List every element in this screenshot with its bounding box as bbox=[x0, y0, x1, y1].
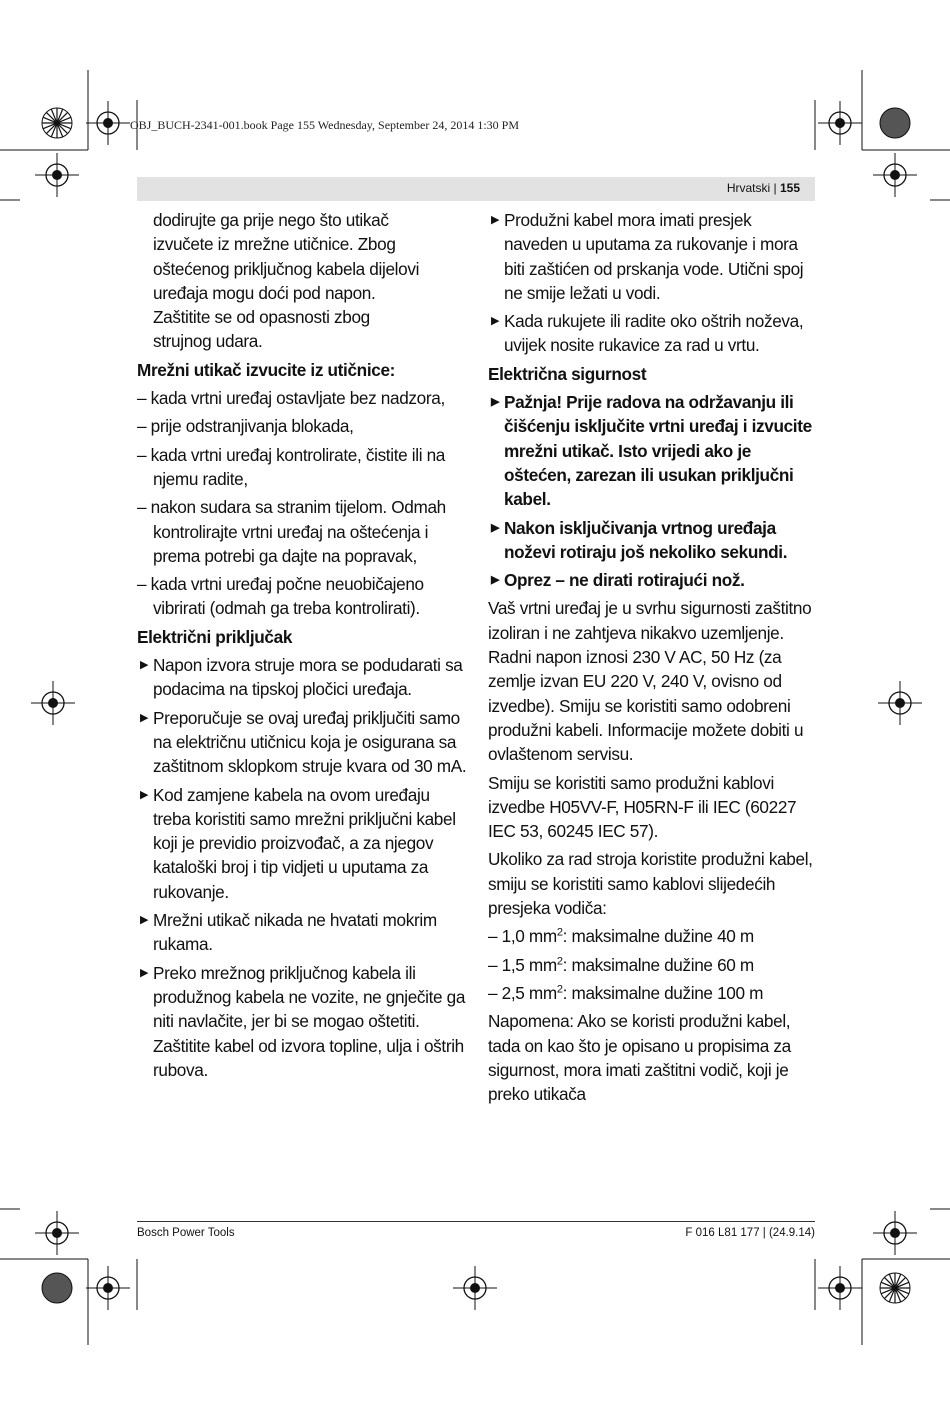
header-separator: | bbox=[770, 181, 780, 195]
insulation-paragraph: Vaš vrtni uređaj je u svrhu sigurnosti zaštitno izoliran i ne zahtjeva nikakvo uzemljenje. Radni napon iznosi 230 V AC, 50 Hz (za zemlje izvan EU 220 V, 240 V, ovisno od izvedbe). Smiju se koristiti samo odobreni produžni kabeli. Informacije možete dobiti u ovlaštenom servisu. bbox=[488, 598, 812, 765]
right-column bbox=[488, 208, 816, 1110]
header-band bbox=[137, 177, 815, 201]
warning-bullet: ▶ Pažnja! Prije radova na održavanju ili čišćenju isključite vrtni uređaj i izvucite mrežni utikač. Isto vrijedi ako je oštećen, zarezan ili usukan priključni kabel. bbox=[491, 392, 812, 510]
bullet-item: ▶ Preporučuje se ovaj uređaj priključiti samo na električnu utičnicu koja je osigurana sa zaštitnom sklopkom struje kvara od 30 mA. bbox=[140, 707, 467, 777]
cable-type-paragraph: Smiju se koristiti samo produžni kablovi izvedbe H05VV-F, H05RN-F ili IEC (60227 IEC 53, 60245 IEC 57). bbox=[488, 772, 797, 842]
dash-item: – kada vrtni uređaj kontrolirate, čistite ili na njemu radite, bbox=[137, 444, 446, 489]
bullet-item: ▶ Mrežni utikač nikada ne hvatati mokrim rukama. bbox=[140, 910, 437, 955]
footer-brand: Bosch Power Tools bbox=[137, 1227, 235, 1239]
size-item: – 2,5 $mm^2$: maksimalne dužine 100 m bbox=[488, 982, 764, 1003]
bullet-arrow-icon: ▶ bbox=[140, 659, 149, 672]
bullet-arrow-icon: ▶ bbox=[491, 214, 500, 226]
cross-section-paragraph: Ukoliko za rad stroja koristite produžni kabel, smiju se koristiti samo kablovi slijedećih presjeka vodiča: bbox=[488, 849, 813, 919]
intro-line: izvučete iz mrežne utičnice. Zbog bbox=[153, 234, 396, 255]
warning-bullet: ▶ Nakon isključivanja vrtnog uređaja noževi rotiraju još nekoliko sekundi. bbox=[491, 517, 788, 562]
bullet-item: ▶ Kod zamjene kabela na ovom uređaju treba koristiti samo mrežni priključni kabel koji je previdio proizvođač, a za njegov kataloški broj i tip vidjeti u uputama za rukovanje. bbox=[140, 784, 456, 902]
size-item: – 1,0 $mm^2$: maksimalne dužine 40 m bbox=[488, 926, 754, 947]
bullet-item: ▶ Preko mrežnog priključnog kabela ili produžnog kabela ne vozite, ne gnječite ga niti navlačite, jer bi se mogao oštetiti. Zaštitite kabel od izvora topline, ulja i oštrih rubova. bbox=[140, 962, 466, 1080]
intro-paragraph bbox=[137, 208, 467, 354]
heading-connection: Električni priključak bbox=[137, 626, 293, 647]
bullet-arrow-icon: ▶ bbox=[491, 521, 500, 534]
bullet-item: ▶ Kada rukujete ili radite oko oštrih noževa, uvijek nosite rukavice za rad u vrtu. bbox=[491, 311, 804, 356]
bullet-item: ▶ Produžni kabel mora imati presjek naveden u uputama za rukovanje i mora biti zaštićen od prskanja vode. Utični spoj ne smije ležati u vodi. bbox=[491, 210, 804, 303]
page-header bbox=[727, 181, 800, 195]
bullet-arrow-icon: ▶ bbox=[140, 966, 149, 979]
bullet-arrow-icon: ▶ bbox=[491, 574, 500, 587]
dash-item: – prije odstranjivanja blokada, bbox=[137, 416, 354, 437]
bullet-arrow-icon: ▶ bbox=[491, 396, 500, 409]
intro-line: oštećenog priključnog kabela dijelovi bbox=[153, 258, 420, 279]
heading-safety: Električna sigurnost bbox=[488, 363, 647, 384]
bullet-arrow-icon: ▶ bbox=[140, 788, 149, 801]
intro-line: Zaštitite se od opasnosti zbog bbox=[153, 307, 370, 328]
file-header: OBJ_BUCH-2341-001.book Page 155 Wednesday, September 24, 2014 1:30 PM bbox=[130, 118, 520, 132]
intro-line: strujnog udara. bbox=[153, 331, 263, 352]
footer-rule bbox=[137, 1221, 815, 1222]
language-label: Hrvatski bbox=[726, 181, 771, 195]
left-column bbox=[137, 208, 467, 1086]
dash-item: – kada vrtni uređaj ostavljate bez nadzora, bbox=[137, 388, 445, 409]
intro-line: dodirujte ga prije nego što utikač bbox=[153, 210, 389, 230]
warning-bullet: ▶ Oprez – ne dirati rotirajući nož. bbox=[488, 568, 816, 592]
bullet-arrow-icon: ▶ bbox=[491, 315, 500, 328]
page-number: 155 bbox=[779, 181, 800, 195]
bullet-arrow-icon: ▶ bbox=[140, 914, 149, 927]
intro-line: uređaja mogu doći pod napon. bbox=[153, 282, 376, 303]
dash-item: – nakon sudara sa stranim tijelom. Odmah kontrolirajte vrtni uređaj na oštećenja i prema potrebi ga dajte na popravak, bbox=[137, 497, 446, 566]
dash-item: – kada vrtni uređaj počne neuobičajeno vibrirati (odmah ga treba kontrolirati). bbox=[137, 574, 424, 619]
bullet-item: ▶ Napon izvora struje mora se podudarati sa podacima na tipskoj pločici uređaja. bbox=[140, 655, 463, 700]
footer-doc-code: F 016 L81 177 | (24.9.14) bbox=[685, 1227, 815, 1239]
bullet-arrow-icon: ▶ bbox=[140, 711, 149, 724]
heading-unplug: Mrežni utikač izvucite iz utičnice: bbox=[137, 359, 396, 380]
note-paragraph: Napomena: Ako se koristi produžni kabel, tada on kao što je opisano u propisima za sigurnost, mora imati zaštitni vodič, koji je preko utikača bbox=[488, 1011, 791, 1105]
size-item: – 1,5 $mm^2$: maksimalne dužine 60 m bbox=[488, 954, 754, 975]
